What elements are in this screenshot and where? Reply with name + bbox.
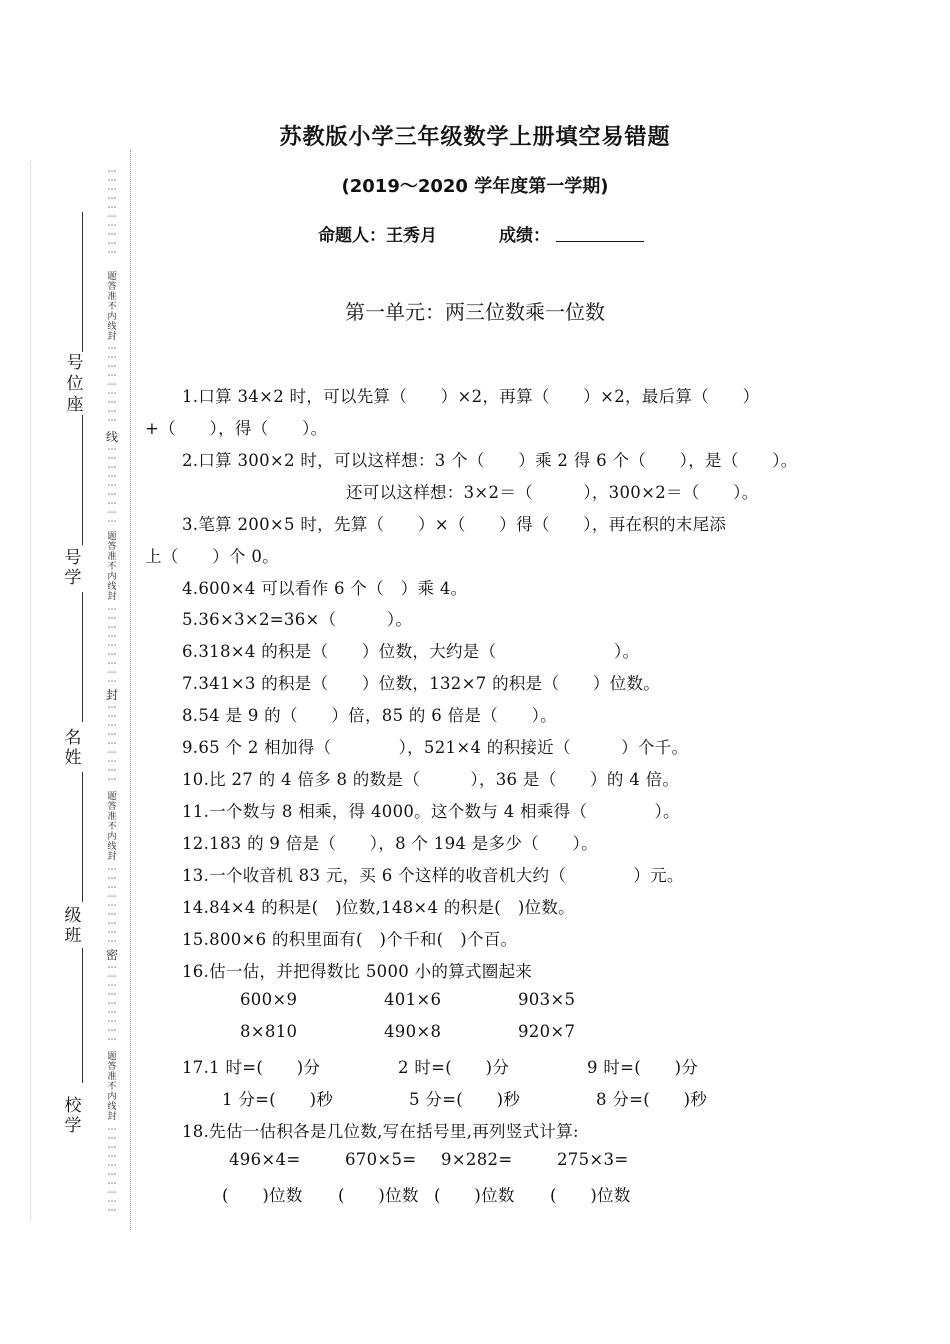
q18-digit-blank: ( )位数: [434, 1186, 515, 1205]
question-6: 6.318×4 的积是（ ）位数，大约是（ ）。: [182, 642, 640, 661]
q16-expression: 600×9: [240, 990, 298, 1009]
question-3-line-1: 3.笔算 200×5 时，先算（ ）×（ ）得（ ），再在积的末尾添: [182, 515, 727, 534]
binding-dots: ⋯ ⋯ ⋯ ⋯ ⋯ ⋯ ⋯ ⋯ ⋯: [107, 865, 117, 947]
author-label: 命题人：王秀月: [318, 226, 437, 246]
question-18: 18.先估一估积各是几位数,写在括号里,再列竖式计算:: [182, 1122, 579, 1141]
question-13: 13.一个收音机 83 元，买 6 个这样的收音机大约（ ）元。: [182, 866, 684, 885]
binding-seal-text-4: 题 答 准 不 内 线 封: [107, 1052, 117, 1122]
q18-expression: 275×3=: [557, 1150, 629, 1169]
binding-seal-text-2: 题 答 准 不 内 线 封: [107, 532, 117, 602]
question-15: 15.800×6 的积里面有( )个千和( )个百。: [182, 930, 518, 949]
question-2-line-1: 2.口算 300×2 时，可以这样想：3 个（ ）乘 2 得 6 个（ ），是（ ）。: [182, 451, 798, 470]
q18-digit-blank: ( )位数: [550, 1186, 631, 1205]
unit-title: 第一单元：两三位数乘一位数: [345, 300, 605, 324]
page-subtitle: (2019～2020 学年度第一学期): [341, 176, 609, 197]
binding-seal-text-1: 题 答 准 不 内 线 封: [107, 272, 117, 342]
q17-item: 2 时=( )分: [398, 1058, 510, 1077]
question-11: 11.一个数与 8 相乘，得 4000。这个数与 4 相乘得（ ）。: [182, 802, 680, 821]
question-4: 4.600×4 可以看作 6 个（ ）乘 4。: [182, 579, 468, 598]
q17-item: 1 分=( )秒: [222, 1090, 334, 1109]
binding-dots: ⋯ ⋯ ⋯ ⋯ ⋯ ⋯ ⋯ ⋯ ⋯: [107, 963, 117, 1045]
question-5: 5.36×3×2=36×（ ）。: [182, 610, 413, 629]
question-10: 10.比 27 的 4 倍多 8 的数是（ ），36 是（ ）的 4 倍。: [182, 770, 680, 789]
school-label: 校 学: [64, 1096, 82, 1136]
q18-expression: 670×5=: [345, 1150, 417, 1169]
binding-dots: ⋯ ⋯ ⋯ ⋯ ⋯ ⋯ ⋯ ⋯ ⋯: [107, 445, 117, 527]
score-label: 成绩：: [499, 226, 550, 246]
binding-dots: ⋯ ⋯ ⋯ ⋯ ⋯ ⋯ ⋯ ⋯ ⋯: [107, 344, 117, 426]
field-line: [82, 212, 83, 352]
q17-item: 9 时=( )分: [587, 1058, 699, 1077]
q18-expression: 9×282=: [441, 1150, 513, 1169]
q16-expression: 8×810: [240, 1022, 298, 1041]
question-14: 14.84×4 的积是( )位数,148×4 的积是( )位数。: [182, 898, 575, 917]
question-1-line-1: 1.口算 34×2 时，可以先算（ ）×2，再算（ ）×2，最后算（ ）: [182, 387, 760, 406]
q16-expression: 903×5: [518, 990, 576, 1009]
question-3-line-2: 上（ ）个 0。: [145, 547, 279, 566]
field-line: [82, 415, 83, 545]
question-1-line-2: +（ ），得（ ）。: [145, 419, 328, 438]
student-id-label: 号 学: [64, 548, 82, 588]
question-9: 9.65 个 2 相加得（ ），521×4 的积接近（ ）个千。: [182, 738, 689, 757]
binding-secret-char: 密: [106, 948, 119, 962]
q16-expression: 490×8: [384, 1022, 442, 1041]
binding-dots: ⋯ ⋯ ⋯ ⋯ ⋯ ⋯ ⋯ ⋯ ⋯: [107, 605, 117, 687]
page-title: 苏教版小学三年级数学上册填空易错题: [279, 125, 671, 150]
field-line: [82, 772, 83, 902]
q17-item: 17.1 时=( )分: [182, 1058, 321, 1077]
question-16: 16.估一估，并把得数比 5000 小的算式圈起来: [182, 962, 533, 981]
binding-dots: ⋯ ⋯ ⋯ ⋯ ⋯ ⋯ ⋯ ⋯ ⋯ ⋯: [107, 1125, 117, 1216]
q17-item: 8 分=( )秒: [596, 1090, 708, 1109]
q18-digit-blank: ( )位数: [338, 1186, 419, 1205]
question-12: 12.183 的 9 倍是（ ），8 个 194 是多少（ ）。: [182, 834, 598, 853]
seat-number-label: 号 位 座: [66, 353, 84, 415]
binding-seal-char: 封: [106, 688, 119, 702]
binding-dots: ⋯ ⋯ ⋯ ⋯ ⋯ ⋯ ⋯ ⋯ ⋯ ⋯: [107, 167, 117, 258]
name-label: 名 姓: [64, 728, 82, 768]
question-8: 8.54 是 9 的（ ）倍，85 的 6 倍是（ ）。: [182, 706, 557, 725]
class-label: 级 班: [64, 906, 82, 946]
score-blank-line[interactable]: [556, 241, 644, 242]
field-line: [82, 948, 83, 1083]
question-2-line-2: 还可以这样想：3×2＝（ ），300×2＝（ ）。: [346, 483, 759, 502]
q17-item: 5 分=( )秒: [409, 1090, 521, 1109]
q18-digit-blank: ( )位数: [222, 1186, 303, 1205]
q16-expression: 920×7: [518, 1022, 576, 1041]
binding-line-char: 线: [106, 430, 119, 444]
field-line: [82, 592, 83, 722]
binding-seal-text-3: 题 答 准 不 内 线 封: [107, 792, 117, 862]
q16-expression: 401×6: [384, 990, 442, 1009]
q18-expression: 496×4=: [229, 1150, 301, 1169]
question-7: 7.341×3 的积是（ ）位数，132×7 的积是（ ）位数。: [182, 674, 661, 693]
binding-dots: ⋯ ⋯ ⋯ ⋯ ⋯ ⋯ ⋯ ⋯ ⋯: [107, 703, 117, 785]
